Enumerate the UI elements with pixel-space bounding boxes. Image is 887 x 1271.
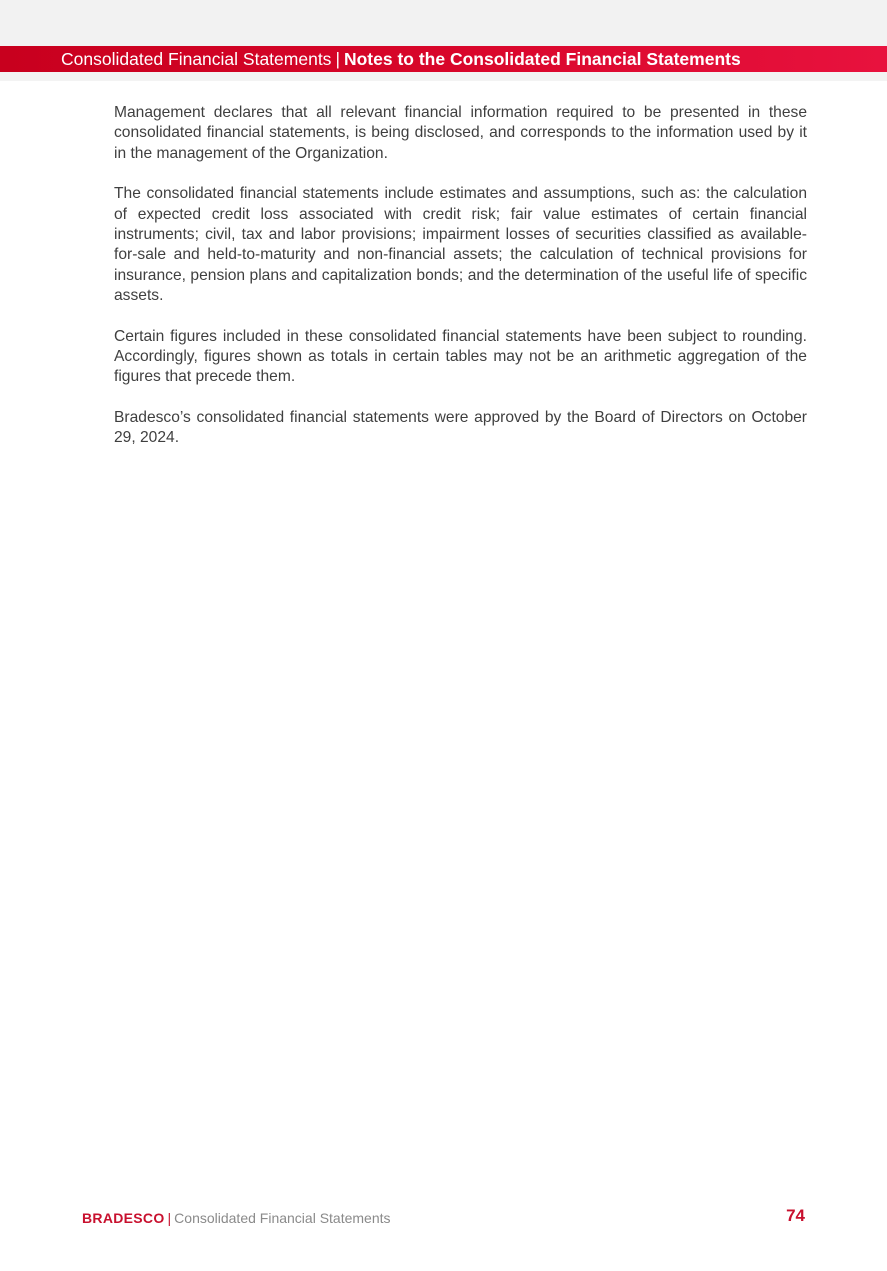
- header-title: Notes to the Consolidated Financial Statements: [343, 49, 741, 69]
- paragraph-management-declaration: Management declares that all relevant financial information required to be presented in these consolidated financial statements, is being disclosed, and corresponds to the information used by it in the management of the Organization.: [114, 104, 807, 162]
- header-section-label: Consolidated Financial Statements: [61, 49, 332, 69]
- paragraph-approval: Bradesco’s consolidated financial statements were approved by the Board of Directors on October 29, 2024.: [114, 408, 807, 447]
- paragraph-estimates-assumptions: The consolidated financial statements include estimates and assumptions, such as: the calculation of expected credit loss associated with credit risk; fair value estimates of certain financial instruments; civil, tax and labor provisions; impairment losses of securities classified as available-for-sale and held-to-maturity and non-financial assets; the calculation of technical provisions for insurance, pension plans and capitalization bonds; and the determination of the useful life of specific assets.: [114, 185, 807, 305]
- page-footer: [82, 1208, 805, 1228]
- page-number: 74: [786, 1206, 805, 1225]
- header-separator: |: [335, 49, 340, 69]
- body-text: [114, 103, 807, 469]
- paragraph-rounding: Certain figures included in these consolidated financial statements have been subject to rounding. Accordingly, figures shown as totals in certain tables may not be an arithmetic aggregation of the figures that precede them.: [114, 327, 807, 386]
- section-header-bar: [0, 46, 887, 72]
- footer-brand: BRADESCO: [82, 1210, 165, 1226]
- footer-separator: |: [167, 1210, 172, 1226]
- footer-document-title: Consolidated Financial Statements: [174, 1210, 391, 1226]
- page-top-margin: [0, 0, 887, 46]
- header-divider: [0, 72, 887, 81]
